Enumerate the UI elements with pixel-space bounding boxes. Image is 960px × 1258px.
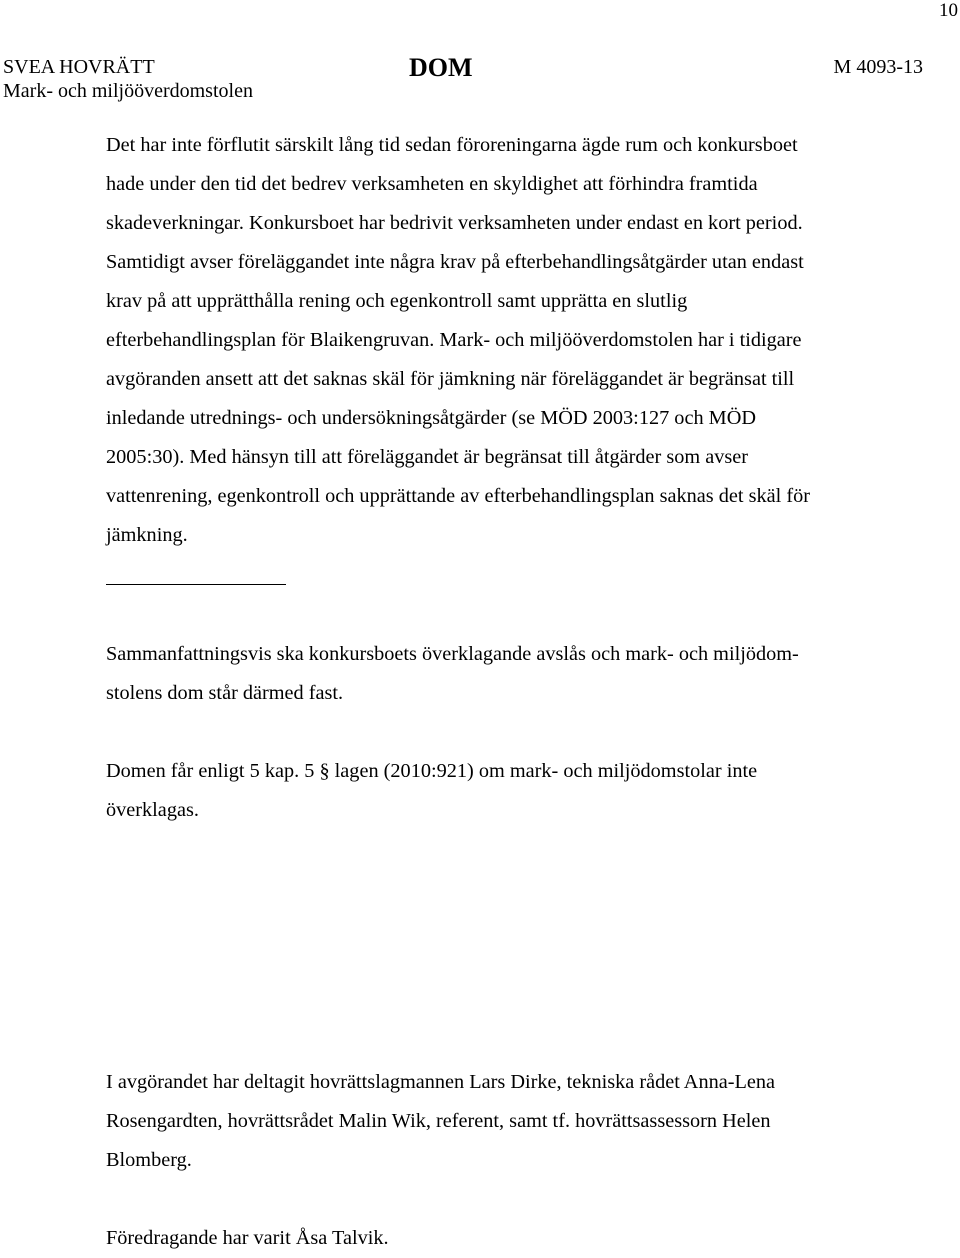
document-type: DOM — [409, 53, 473, 82]
text-line: Domen får enligt 5 kap. 5 § lagen (2010:921) om mark- och miljödomstolar inte — [106, 760, 758, 782]
text-line: skadeverkningar. Konkursboet har bedrivit verksamheten under endast en kort period. — [106, 212, 803, 234]
text-line: I avgörandet har deltagit hovrättslagmannen Lars Dirke, tekniska rådet Anna-Lena — [106, 1071, 776, 1093]
text-line: överklagas. — [106, 799, 199, 821]
text-line: Sammanfattningsvis ska konkursboets överklagande avslås och mark- och miljödom- — [106, 643, 799, 665]
text-line: Blomberg. — [106, 1149, 192, 1171]
text-line: avgöranden ansett att det saknas skäl för jämkning när föreläggandet är begränsat till — [106, 368, 795, 390]
text-line: Rosengardten, hovrättsrådet Malin Wik, referent, samt tf. hovrättsassessorn Helen — [106, 1110, 771, 1132]
paragraph-summary — [106, 635, 896, 713]
court-division: Mark- och miljööverdomstolen — [3, 80, 253, 102]
text-line: Samtidigt avser föreläggandet inte några krav på efterbehandlingsåtgärder utan endast — [106, 251, 804, 273]
text-line: vattenrening, egenkontroll och upprättande av efterbehandlingsplan saknas det skäl för — [106, 485, 810, 507]
text-line: inledande utrednings- och undersökningsåtgärder (se MÖD 2003:127 och MÖD — [106, 407, 756, 429]
page-number: 10 — [939, 0, 958, 21]
paragraph-judges — [106, 1063, 896, 1180]
text-line: jämkning. — [106, 524, 188, 546]
text-line: Föredragande har varit Åsa Talvik. — [106, 1227, 389, 1249]
text-line: hade under den tid det bedrev verksamheten en skyldighet att förhindra framtida — [106, 173, 758, 195]
paragraph-rapporteur — [106, 1219, 896, 1258]
text-line: krav på att upprätthålla rening och egenkontroll samt upprätta en slutlig — [106, 290, 688, 312]
text-line: Det har inte förflutit särskilt lång tid sedan föroreningarna ägde rum och konkursboet — [106, 134, 798, 156]
text-line: efterbehandlingsplan för Blaikengruvan. Mark- och miljööverdomstolen har i tidigare — [106, 329, 802, 351]
paragraph-reasoning — [106, 126, 896, 555]
section-separator-rule — [106, 584, 286, 585]
text-line: stolens dom står därmed fast. — [106, 682, 344, 704]
text-line: 2005:30). Med hänsyn till att föreläggandet är begränsat till åtgärder som avser — [106, 446, 749, 468]
paragraph-appeal-notice — [106, 752, 896, 830]
case-number: M 4093-13 — [833, 56, 923, 78]
court-name: SVEA HOVRÄTT — [3, 56, 155, 78]
